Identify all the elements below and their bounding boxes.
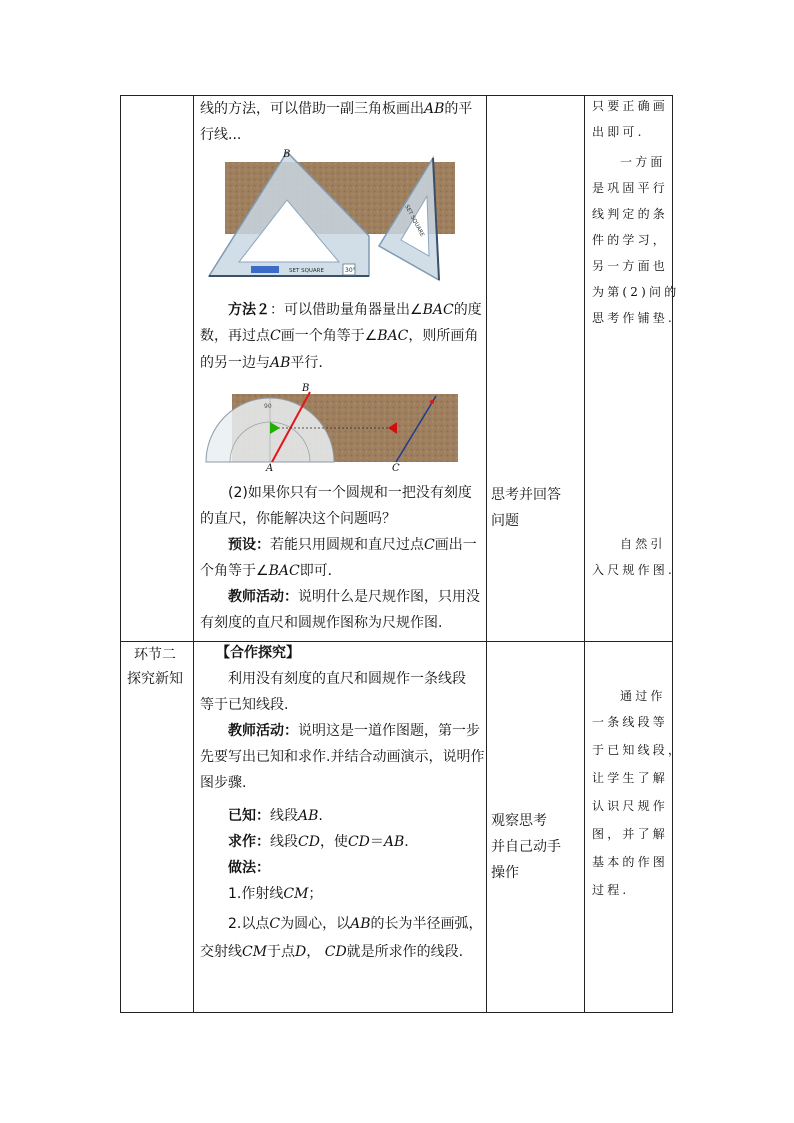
- design-note: 一条线段等: [592, 715, 669, 729]
- design-note: 另一方面也: [592, 259, 669, 273]
- design-note: 线判定的条: [592, 207, 669, 221]
- student-activity-line1: 观察思考: [491, 813, 547, 829]
- design-note: 一方面: [620, 155, 666, 169]
- required-line: 求作：线段CD，使CD＝AB.: [228, 834, 409, 850]
- step2-line1: 2.以点C为圆心，以AB的长为半径画弧，: [228, 916, 483, 932]
- set-square-angle-badge: 30°: [345, 267, 356, 274]
- design-note: 思考作铺垫.: [592, 311, 676, 325]
- column-divider: [193, 96, 194, 1012]
- method2-line2: 数，再过点C画一个角等于∠BAC，则所画角: [200, 328, 479, 344]
- teacher-activity-line2: 有刻度的直尺和圆规作图称为尺规作图.: [200, 615, 443, 631]
- method2-line1: 方法２：可以借助量角器量出∠BAC的度: [228, 302, 482, 318]
- set-square-right-label: SET SQUARE: [403, 204, 425, 238]
- set-square-brand-badge: [251, 266, 279, 273]
- point-label-C: C: [392, 463, 400, 472]
- design-note: 为第(2)问的: [592, 285, 680, 299]
- known-line: 已知：线段AB.: [228, 808, 323, 824]
- step1-line: 1.作射线CM；: [228, 886, 323, 902]
- stage-label-line1: 环节二: [134, 647, 176, 663]
- row-divider: [121, 641, 672, 642]
- step2-line2: 交射线CM于点D， CD就是所求作的线段.: [200, 944, 464, 960]
- question2-line1: (2)如果你只有一个圆规和一把没有刻度: [228, 485, 472, 501]
- teacher-activity-line1: 教师活动：说明什么是尺规作图，只用没: [228, 589, 480, 605]
- protractor-scale-label: 90: [264, 403, 272, 410]
- teacher-activity-line3: 图步骤.: [200, 775, 247, 791]
- student-activity-line2: 问题: [491, 513, 519, 529]
- preset-line1: 预设：若能只用圆规和直尺过点C画出一: [228, 537, 477, 553]
- design-note: 让学生了解: [592, 771, 669, 785]
- stage-label-line2: 探究新知: [127, 671, 183, 687]
- teacher-activity-line2: 先要写出已知和求作.并结合动画演示，说明作: [200, 749, 485, 765]
- design-note: 基本的作图: [592, 855, 669, 869]
- design-note: 过程.: [592, 883, 630, 897]
- task-line1: 利用没有刻度的直尺和圆规作一条线段: [228, 671, 466, 687]
- question2-line2: 的直尺，你能解决这个问题吗？: [200, 511, 396, 527]
- design-note: 入尺规作图.: [592, 563, 676, 577]
- teacher-activity-line1: 教师活动：说明这是一道作图题，第一步: [228, 723, 480, 739]
- student-activity-line2: 并自己动手: [491, 839, 561, 855]
- preset-line2: 个角等于∠BAC即可．: [200, 563, 342, 579]
- design-note: 只要正确画: [592, 99, 669, 113]
- method1-text-line1: 线的方法，可以借助一副三角板画出AB的平: [200, 101, 473, 117]
- protractor-figure: [200, 382, 462, 472]
- point-label-B: B: [283, 149, 291, 160]
- design-note: 自然引: [620, 537, 666, 551]
- task-line2: 等于已知线段.: [200, 697, 289, 713]
- point-label-A: A: [266, 463, 274, 472]
- design-note: 通过作: [620, 689, 666, 703]
- method2-line3: 的另一边与AB平行.: [200, 355, 323, 371]
- set-squares-figure: [205, 148, 467, 292]
- method1-text-line2: 行线...: [200, 127, 242, 143]
- column-divider: [486, 96, 487, 1012]
- set-square-left-label: SET SQUARE: [289, 268, 324, 274]
- student-activity-line1: 思考并回答: [491, 487, 561, 503]
- method-heading: 做法：: [228, 860, 270, 876]
- student-activity-line3: 操作: [491, 865, 519, 881]
- design-note: 出即可.: [592, 125, 645, 139]
- section-heading: 【合作探究】: [216, 645, 300, 661]
- design-note: 于已知线段，: [592, 743, 684, 757]
- column-divider: [584, 96, 585, 1012]
- design-note: 是巩固平行: [592, 181, 669, 195]
- point-label-B: B: [302, 383, 310, 394]
- design-note: 认识尺规作: [592, 799, 669, 813]
- design-note: 件的学习，: [592, 233, 669, 247]
- design-note: 图，并了解: [592, 827, 669, 841]
